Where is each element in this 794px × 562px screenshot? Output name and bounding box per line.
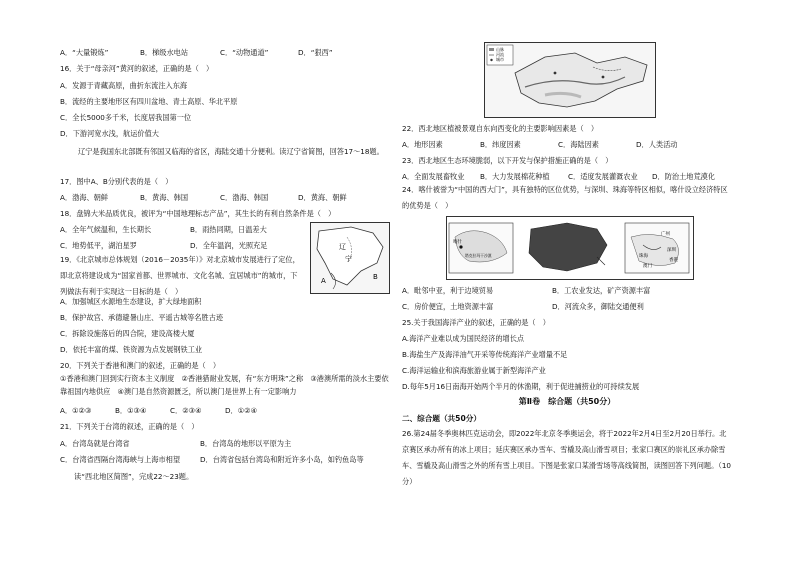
q25-stem: 25.关于我国海洋产业的叙述，正确的是（ ） [402,318,550,327]
q17-option-b: B．黄海、韩国 [140,193,189,202]
q20-option-b: B．①③④ [115,406,147,415]
map-label-ning: 宁 [345,255,352,263]
q22-option-c: C．海陆因素 [558,140,599,149]
q20-statements: ①香港和澳门回到实行资本主义制度 ②香港猎耐业发展，有“东方明珠”之称 ③港澳所需的淡水主要依靠祖国内地供应 ④澳门是自然资源匮乏，所以澳门是世界上有一定影响力 [60,374,389,396]
q17-stem: 17．图中A、B分别代表的是（ ） [60,177,173,186]
q22-option-b: B．纬度因素 [480,140,521,149]
map-label-liao: 辽 [339,243,346,251]
q24-option-b: B．工农业发达，矿产资源丰富 [552,286,651,295]
label-kashgar: 喀什 [453,240,462,245]
q23-option-b: B．大力发展棉花种植 [480,172,550,181]
q21-option-c: C．台湾省西隔台湾海峡与上海市相望 [60,455,181,464]
q19-option-d: D．依托丰富的煤、铁资源为点发展钢铁工业 [60,345,203,354]
q16-stem: 16．关于“母亲河”黄河的叙述，正确的是（ ） [60,64,214,73]
label-shenzhen: 深圳 [667,248,676,253]
q15-option-b: B．梯级水电站 [140,48,189,57]
q21-option-b: B．台湾岛的地形以平原为主 [200,439,292,448]
q16-option-a: A．发源于青藏高原，曲折东流注入东海 [60,81,188,90]
q16-option-c: C．全长5000多千米，长度居我国第一位 [60,113,192,122]
q19-option-b: B．保护故宫、承德避暑山庄、平遥古城等名胜古迹 [60,313,224,322]
intro-22-23: 读“西北地区简图”，完成22～23题。 [74,472,194,481]
q25-option-b: B.海盐生产及海洋油气开采等传统海洋产业增量不足 [402,350,568,359]
liaoning-map-drawing [311,223,389,293]
q18-option-c: C．地势低平，湖泊星罗 [60,241,137,250]
northwest-map-drawing [485,43,655,117]
q20-stem: 20．下列关于香港和澳门的叙述，正确的是（ ） [60,361,221,370]
label-guangzhou: 广州 [661,232,670,237]
q23-option-a: A．全面发展畜牧业 [402,172,465,181]
q22-option-a: A．地形因素 [402,140,443,149]
q15-option-a: A．“大量锻炼” [60,48,109,57]
q16-option-b: B．流经的主要地形区有四川盆地、青土高原、华北平原 [60,97,238,106]
legend-mountain: 山脉 [496,47,504,52]
q20-option-a: A．①②③ [60,406,92,415]
q23-option-d: D．防治土地荒漠化 [652,172,716,181]
q22-option-d: D．人类活动 [636,140,678,149]
map-label-a: A [321,277,326,285]
q20-option-c: C．②③④ [170,406,202,415]
q23-option-c: C．适度发展灌溉农业 [568,172,638,181]
q24-option-a: A．毗邻中亚，利于边境贸易 [402,286,494,295]
q23-stem: 23．西北地区生态环境脆弱，以下开发与保护措施正确的是（ ） [402,156,613,165]
liaoning-map [310,222,390,294]
label-zhuhai: 珠海 [639,254,648,259]
q22-stem: 22．西北地区植被景观自东向西变化的主要影响因素是（ ） [402,124,599,133]
map-label-b: B [373,273,378,281]
q25-option-a: A.海洋产业难以成为国民经济的增长点 [402,334,525,343]
q20-option-d: D．①②④ [225,406,258,415]
q21-option-d: D．台湾省包括台湾岛和附近许多小岛，如钓鱼岛等 [200,455,364,464]
q21-stem: 21．下列关于台湾的叙述，正确的是（ ） [60,422,199,431]
kashgar-location-map [446,216,694,280]
northwest-map [484,42,656,118]
q17-option-c: C．渤海、韩国 [220,193,269,202]
q17-option-d: D．黄海、朝鲜 [298,193,347,202]
q21-option-a: A．台湾岛就是台湾省 [60,439,130,448]
q19-option-a: A．加强城区水源地生态建设，扩大绿地面积 [60,297,202,306]
kashgar-location-drawing [447,217,693,279]
intro-17-18: 辽宁是我国东北部既有邻国又临海的省区，海陆交通十分便利。读辽宁省简图，回答17～18题。 [78,147,384,156]
q24-option-d: D．河流众多，御陆交通便利 [552,302,644,311]
q17-option-a: A．渤海、朝鲜 [60,193,109,202]
q24-option-c: C．房价便宜，土地资源丰富 [402,302,494,311]
q19-option-c: C．拆除设施落后的四合院，建设高楼大厦 [60,329,195,338]
legend-city: 城市 [496,57,504,62]
q16-option-d: D．下游河宽水浅，航运价值大 [60,129,159,138]
label-taklimakan: 塔克拉玛干沙漠 [465,253,492,258]
section-2-title: 第Ⅱ卷 综合题（共50分） [518,397,616,406]
q19-stem: 19．《北京城市总体规划（2016－2035年）》对北京城市发展进行了定位，即北京将建设成为“国家首都、世界城市、文化名城、宜居城市”的城市，下列做法有利于实现这一目标的是（ ） [60,255,300,296]
q15-option-d: D．“狠西” [298,48,333,57]
legend-river: 河流 [496,52,504,57]
q18-option-a: A．全年气候温和，生长期长 [60,225,152,234]
q26-stem: 26.第24届冬季奥林匹克运动会，即2022年北京冬季奥运会，将于2022年2月4日至2月20日举行。北京赛区承办所有的冰上项目；延庆赛区承办雪车、雪橇及高山滑雪项目；张家口赛区的崇礼区承办除雪车、雪橇及高山滑雪之外的所有雪上项目。下图是张家口某滑雪场等高线简图，读图回答下列问题。（10分） [402,429,731,486]
q15-option-c: C．“动物通道” [220,48,269,57]
q25-option-d: D.每年5月16日南海开始两个半月的休渔期，利于促进捕捞业的可持续发展 [402,382,640,391]
label-macau: 澳门 [643,264,652,269]
q18-option-b: B．雨热同期，日温差大 [190,225,267,234]
q25-option-c: C.海洋运输业和滨海旅游业属于新型海洋产业 [402,366,546,375]
label-hongkong: 香港 [669,258,678,263]
section-2-subtitle: 二、综合题（共50分） [402,414,481,423]
q24-stem: 24．喀什被誉为“中国的西大门”，具有独特的区位优势，与深圳、珠海等特区相似，喀什设立经济特区的优势是（ ） [402,185,728,210]
q18-stem: 18．盘锦大米品质优良，被评为“中国地理标志产品”，其生长的有利自然条件是（ ） [60,209,336,218]
q18-option-d: D．全年温润，光照充足 [190,241,268,250]
